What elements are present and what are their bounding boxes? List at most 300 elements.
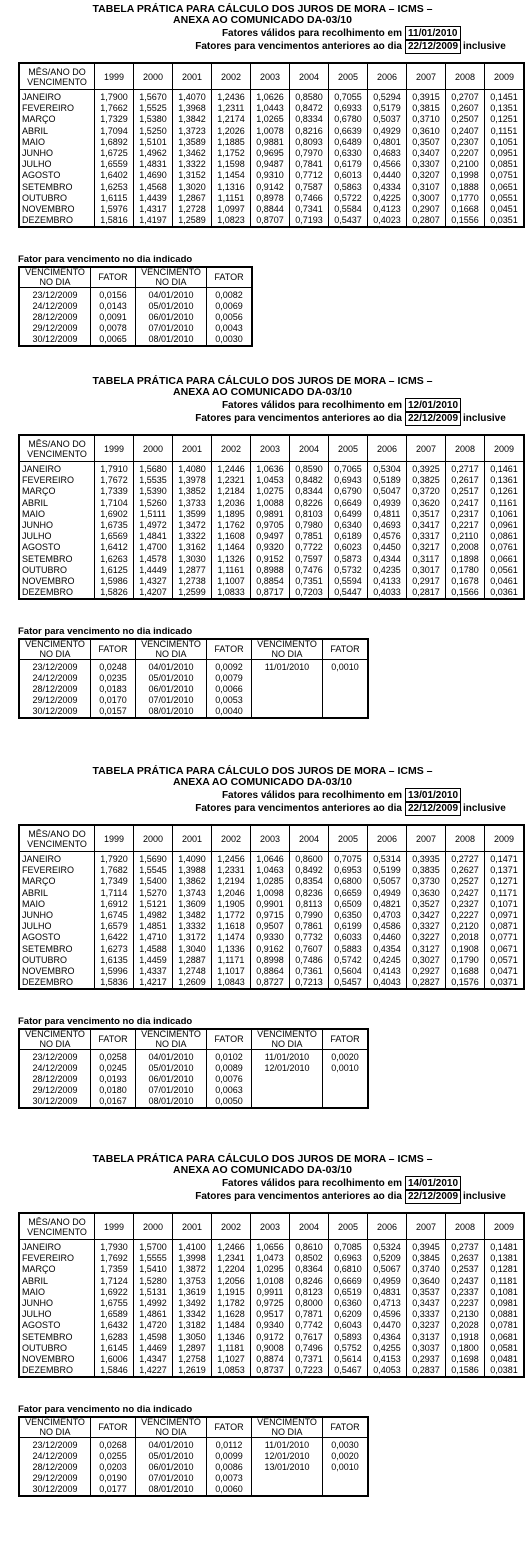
value-cell: 1,5131 — [134, 1287, 173, 1298]
table-row — [19, 103, 524, 114]
value-cell: 1,6745 — [95, 910, 134, 921]
value-cell: 1,2877 — [173, 565, 212, 576]
value-cell: 0,1586 — [446, 1365, 485, 1377]
value-cell: 0,9497 — [251, 531, 290, 542]
due-day-table — [18, 1416, 369, 1497]
due-day-cell: 07/01/2010 — [136, 323, 207, 334]
table-row — [19, 565, 524, 576]
value-cell: 0,3507 — [407, 137, 446, 148]
value-cell: 0,8844 — [251, 204, 290, 215]
value-cell: 1,4070 — [173, 90, 212, 104]
prior-date: 22/12/2009 — [405, 39, 461, 54]
value-cell: 0,1898 — [446, 554, 485, 565]
value-cell: 1,5846 — [95, 1365, 134, 1377]
value-cell: 1,3852 — [173, 486, 212, 497]
header-month-year: MÊS/ANO DO VENCIMENTO — [19, 63, 95, 90]
header-year: 2000 — [134, 63, 173, 90]
value-cell: 0,9517 — [251, 1309, 290, 1320]
section-title: TABELA PRÁTICA PARA CÁLCULO DOS JUROS DE MORA – ICMS – — [92, 1153, 433, 1165]
factor-cell: 0,0091 — [91, 312, 136, 323]
due-day-cell: 24/12/2009 — [19, 301, 91, 312]
value-cell: 0,5873 — [329, 554, 368, 565]
value-cell: 1,0636 — [251, 462, 290, 476]
value-cell: 0,8216 — [290, 126, 329, 137]
month-cell: JUNHO — [19, 1298, 95, 1309]
value-cell: 0,8610 — [290, 1240, 329, 1254]
value-cell: 0,4460 — [368, 932, 407, 943]
value-cell: 0,1668 — [446, 204, 485, 215]
value-cell: 1,1151 — [212, 193, 251, 204]
value-cell: 0,0781 — [485, 1320, 525, 1331]
value-cell: 1,6006 — [95, 1354, 134, 1365]
valid-label: Fatores válidos para recolhimento em — [221, 400, 402, 411]
value-cell: 0,1381 — [485, 1253, 525, 1264]
value-cell: 1,4337 — [134, 966, 173, 977]
table-row — [19, 159, 524, 170]
value-cell: 0,4959 — [368, 1276, 407, 1287]
due-day-cell — [252, 695, 323, 706]
table-row — [19, 170, 524, 181]
value-cell: 0,4023 — [368, 215, 407, 227]
small-table-row — [19, 1473, 368, 1484]
value-cell: 1,6115 — [95, 193, 134, 204]
month-cell: ABRIL — [19, 1276, 95, 1287]
value-cell: 1,7910 — [95, 462, 134, 476]
value-cell: 0,1678 — [446, 576, 485, 587]
month-cell: JULHO — [19, 531, 95, 542]
value-cell: 0,2008 — [446, 542, 485, 553]
table-row — [19, 852, 524, 866]
value-cell: 0,7732 — [290, 932, 329, 943]
value-cell: 0,1790 — [446, 955, 485, 966]
value-cell: 0,3017 — [407, 565, 446, 576]
value-cell: 0,4929 — [368, 126, 407, 137]
value-cell: 0,3317 — [407, 531, 446, 542]
value-cell: 0,1688 — [446, 966, 485, 977]
value-cell: 1,6402 — [95, 170, 134, 181]
value-cell: 0,6780 — [329, 114, 368, 125]
header-year: 2007 — [407, 825, 446, 852]
header-factor: FATOR — [91, 1029, 136, 1050]
value-cell: 0,1998 — [446, 170, 485, 181]
header-due-day: VENCIMENTO NO DIA — [19, 1029, 91, 1050]
factor-cell: 0,0056 — [207, 312, 253, 323]
value-cell: 0,7617 — [290, 1332, 329, 1343]
value-cell: 1,3152 — [173, 170, 212, 181]
value-cell: 0,5893 — [329, 1332, 368, 1343]
value-cell: 0,9172 — [251, 1332, 290, 1343]
value-cell: 1,3020 — [173, 182, 212, 193]
due-day-cell: 12/01/2010 — [252, 1063, 323, 1074]
small-table-title: Fator para vencimento no dia indicado — [18, 1016, 193, 1027]
value-cell: 1,3040 — [173, 944, 212, 955]
header-year: 2002 — [212, 63, 251, 90]
due-day-table — [18, 266, 253, 347]
factor-cell: 0,0020 — [323, 1050, 369, 1064]
value-cell: 1,4439 — [134, 193, 173, 204]
value-cell: 0,7587 — [290, 182, 329, 193]
value-cell: 0,8580 — [290, 90, 329, 104]
value-cell: 0,0871 — [485, 921, 525, 932]
due-day-cell — [252, 1074, 323, 1085]
value-cell: 1,2046 — [212, 888, 251, 899]
value-cell: 1,7692 — [95, 1253, 134, 1264]
value-cell: 0,4693 — [368, 520, 407, 531]
value-cell: 0,8093 — [290, 137, 329, 148]
value-cell: 1,1618 — [212, 921, 251, 932]
value-cell: 0,2507 — [446, 114, 485, 125]
table-row — [19, 509, 524, 520]
due-day-cell: 11/01/2010 — [252, 1438, 323, 1452]
small-table-row — [19, 695, 368, 706]
due-day-cell: 29/12/2009 — [19, 695, 91, 706]
header-year: 2002 — [212, 435, 251, 462]
value-cell: 1,6579 — [95, 921, 134, 932]
value-cell: 1,5380 — [134, 114, 173, 125]
small-table-title: Fator para vencimento no dia indicado — [18, 254, 193, 265]
header-year: 2008 — [446, 63, 485, 90]
value-cell: 1,6145 — [95, 1343, 134, 1354]
value-cell: 1,0443 — [251, 103, 290, 114]
factor-cell: 0,0030 — [207, 334, 253, 346]
value-cell: 1,1007 — [212, 576, 251, 587]
value-cell: 0,1171 — [485, 888, 525, 899]
value-cell: 1,1915 — [212, 1287, 251, 1298]
header-due-day: VENCIMENTO NO DIA — [252, 639, 323, 660]
value-cell: 0,4033 — [368, 587, 407, 599]
value-cell: 1,0098 — [251, 888, 290, 899]
factor-cell: 0,0065 — [91, 334, 136, 346]
factor-cell: 0,0268 — [91, 1438, 136, 1452]
value-cell: 1,4588 — [134, 944, 173, 955]
value-cell: 0,3027 — [407, 955, 446, 966]
value-cell: 1,7900 — [95, 90, 134, 104]
value-cell: 1,0997 — [212, 204, 251, 215]
value-cell: 0,3417 — [407, 520, 446, 531]
value-cell: 0,9340 — [251, 1320, 290, 1331]
value-cell: 0,0881 — [485, 1309, 525, 1320]
header-month-year: MÊS/ANO DO VENCIMENTO — [19, 825, 95, 852]
value-cell: 0,8354 — [290, 876, 329, 887]
value-cell: 0,3207 — [407, 170, 446, 181]
value-cell: 0,8492 — [290, 865, 329, 876]
value-cell: 1,6559 — [95, 159, 134, 170]
due-day-cell: 28/12/2009 — [19, 1462, 91, 1473]
value-cell: 1,0843 — [212, 977, 251, 989]
value-cell: 0,6963 — [329, 1253, 368, 1264]
value-cell: 1,4962 — [134, 148, 173, 159]
month-cell: NOVEMBRO — [19, 204, 95, 215]
header-due-day: VENCIMENTO NO DIA — [252, 1029, 323, 1050]
value-cell: 1,2748 — [173, 966, 212, 977]
value-cell: 1,5826 — [95, 587, 134, 599]
value-cell: 0,1351 — [485, 103, 525, 114]
header-due-day: VENCIMENTO NO DIA — [19, 1417, 91, 1438]
factor-cell: 0,0177 — [91, 1484, 136, 1496]
table-row — [19, 587, 524, 599]
value-cell: 0,7496 — [290, 1343, 329, 1354]
value-cell: 0,2018 — [446, 932, 485, 943]
value-cell: 0,9725 — [251, 1298, 290, 1309]
value-cell: 1,6922 — [95, 1287, 134, 1298]
value-cell: 0,5037 — [368, 114, 407, 125]
inclusive-label: inclusive — [463, 1191, 506, 1202]
value-cell: 0,9142 — [251, 182, 290, 193]
value-cell: 0,2317 — [446, 509, 485, 520]
value-cell: 0,5594 — [329, 576, 368, 587]
table-row — [19, 498, 524, 509]
value-cell: 1,3978 — [173, 475, 212, 486]
factor-cell: 0,0079 — [207, 673, 252, 684]
value-cell: 1,4578 — [134, 554, 173, 565]
header-due-day: VENCIMENTO NO DIA — [19, 639, 91, 660]
value-cell: 0,3945 — [407, 1240, 446, 1254]
value-cell: 0,7466 — [290, 193, 329, 204]
due-day-cell: 23/12/2009 — [19, 1438, 91, 1452]
value-cell: 0,7075 — [329, 852, 368, 866]
table-row — [19, 486, 524, 497]
value-cell: 1,2758 — [173, 1354, 212, 1365]
value-cell: 1,7114 — [95, 888, 134, 899]
value-cell: 1,4327 — [134, 576, 173, 587]
value-cell: 0,8472 — [290, 103, 329, 114]
prior-date: 22/12/2009 — [405, 801, 461, 816]
value-cell: 0,0461 — [485, 576, 525, 587]
value-cell: 1,4598 — [134, 1332, 173, 1343]
small-table-row — [19, 1074, 368, 1085]
value-cell: 0,9330 — [251, 932, 290, 943]
factor-cell: 0,0078 — [91, 323, 136, 334]
value-cell: 0,5199 — [368, 865, 407, 876]
factor-cell: 0,0010 — [323, 1063, 369, 1074]
value-cell: 0,9487 — [251, 159, 290, 170]
value-cell: 1,1017 — [212, 966, 251, 977]
month-cell: DEZEMBRO — [19, 977, 95, 989]
value-cell: 0,4801 — [368, 137, 407, 148]
factor-cell — [323, 695, 369, 706]
value-cell: 1,7672 — [95, 475, 134, 486]
value-cell: 0,7351 — [290, 576, 329, 587]
value-cell: 0,1576 — [446, 977, 485, 989]
header-year: 2009 — [485, 825, 525, 852]
value-cell: 1,4100 — [173, 1240, 212, 1254]
header-factor: FATOR — [323, 1029, 369, 1050]
value-cell: 1,4992 — [134, 1298, 173, 1309]
value-cell: 0,3730 — [407, 876, 446, 887]
value-cell: 0,2717 — [446, 462, 485, 476]
value-cell: 1,1336 — [212, 944, 251, 955]
factor-cell: 0,0143 — [91, 301, 136, 312]
value-cell: 0,6489 — [329, 137, 368, 148]
section-subtitle: ANEXA AO COMUNICADO DA-03/10 — [173, 776, 352, 788]
value-cell: 0,4143 — [368, 966, 407, 977]
value-cell: 0,8998 — [251, 955, 290, 966]
value-cell: 0,0371 — [485, 977, 525, 989]
small-header-row — [19, 639, 368, 660]
value-cell: 0,8103 — [290, 509, 329, 520]
value-cell: 1,2056 — [212, 1276, 251, 1287]
value-cell: 1,2466 — [212, 1240, 251, 1254]
value-cell: 0,4450 — [368, 542, 407, 553]
due-day-cell: 04/01/2010 — [136, 660, 207, 674]
value-cell: 1,0295 — [251, 1264, 290, 1275]
month-cell: AGOSTO — [19, 542, 95, 553]
header-factor: FATOR — [323, 639, 369, 660]
small-header-row — [19, 267, 252, 288]
table-row — [19, 1354, 524, 1365]
value-cell: 1,1326 — [212, 554, 251, 565]
value-cell: 0,5314 — [368, 852, 407, 866]
value-cell: 1,4090 — [173, 852, 212, 866]
value-cell: 0,4949 — [368, 888, 407, 899]
month-cell: FEVEREIRO — [19, 1253, 95, 1264]
value-cell: 0,3710 — [407, 114, 446, 125]
due-day-cell: 12/01/2010 — [252, 1451, 323, 1462]
small-table-row — [19, 1451, 368, 1462]
value-cell: 0,2937 — [407, 1354, 446, 1365]
value-cell: 1,7094 — [95, 126, 134, 137]
value-cell: 0,2807 — [407, 215, 446, 227]
value-cell: 0,2307 — [446, 137, 485, 148]
value-cell: 0,3127 — [407, 944, 446, 955]
factor-cell: 0,0030 — [323, 1438, 369, 1452]
section-subtitle: ANEXA AO COMUNICADO DA-03/10 — [173, 14, 352, 26]
factor-cell: 0,0183 — [91, 684, 136, 695]
month-cell: OUTUBRO — [19, 193, 95, 204]
header-factor: FATOR — [91, 1417, 136, 1438]
value-cell: 0,3007 — [407, 193, 446, 204]
due-day-cell: 23/12/2009 — [19, 1050, 91, 1064]
value-cell: 1,4449 — [134, 565, 173, 576]
value-cell: 1,2036 — [212, 498, 251, 509]
month-cell: SETEMBRO — [19, 554, 95, 565]
value-cell: 0,7871 — [290, 1309, 329, 1320]
value-cell: 0,2427 — [446, 888, 485, 899]
value-cell: 1,4469 — [134, 1343, 173, 1354]
header-year: 2002 — [212, 825, 251, 852]
value-cell: 0,6810 — [329, 1264, 368, 1275]
value-cell: 0,0661 — [485, 554, 525, 565]
table-row — [19, 462, 524, 476]
valid-label: Fatores válidos para recolhimento em — [221, 790, 402, 801]
value-cell: 0,9901 — [251, 899, 290, 910]
value-cell: 0,5722 — [329, 193, 368, 204]
value-cell: 1,0453 — [251, 475, 290, 486]
value-cell: 1,3172 — [173, 932, 212, 943]
header-due-day: VENCIMENTO NO DIA — [252, 1417, 323, 1438]
value-cell: 0,1908 — [446, 944, 485, 955]
value-cell: 0,4245 — [368, 955, 407, 966]
value-cell: 1,5121 — [134, 899, 173, 910]
header-year: 2001 — [173, 435, 212, 462]
value-cell: 1,3599 — [173, 509, 212, 520]
value-cell: 0,8236 — [290, 888, 329, 899]
value-cell: 1,3998 — [173, 1253, 212, 1264]
table-row — [19, 1309, 524, 1320]
value-cell: 1,3723 — [173, 126, 212, 137]
factor-cell: 0,0170 — [91, 695, 136, 706]
header-year: 2006 — [368, 63, 407, 90]
factor-cell: 0,0010 — [323, 660, 369, 674]
value-cell: 0,1371 — [485, 865, 525, 876]
value-cell: 0,2110 — [446, 531, 485, 542]
prior-date: 22/12/2009 — [405, 411, 461, 426]
value-cell: 0,2130 — [446, 1309, 485, 1320]
value-cell: 1,7682 — [95, 865, 134, 876]
value-cell: 0,0381 — [485, 1365, 525, 1377]
value-cell: 1,1346 — [212, 1332, 251, 1343]
value-cell: 0,3815 — [407, 103, 446, 114]
value-cell: 1,3862 — [173, 876, 212, 887]
value-cell: 0,7486 — [290, 955, 329, 966]
value-cell: 1,6569 — [95, 531, 134, 542]
month-cell: ABRIL — [19, 888, 95, 899]
value-cell: 0,5447 — [329, 587, 368, 599]
factor-cell — [323, 673, 369, 684]
value-cell: 0,4334 — [368, 182, 407, 193]
value-cell: 0,2100 — [446, 159, 485, 170]
header-year: 2005 — [329, 825, 368, 852]
header-due-day: VENCIMENTO NO DIA — [136, 639, 207, 660]
due-day-cell: 30/12/2009 — [19, 706, 91, 718]
value-cell: 1,7662 — [95, 103, 134, 114]
value-cell: 0,4364 — [368, 1332, 407, 1343]
due-day-cell — [252, 1473, 323, 1484]
value-cell: 0,3327 — [407, 921, 446, 932]
due-day-cell: 24/12/2009 — [19, 673, 91, 684]
factor-cell — [323, 1085, 369, 1096]
value-cell: 1,7920 — [95, 852, 134, 866]
header-year: 2008 — [446, 825, 485, 852]
value-cell: 1,7104 — [95, 498, 134, 509]
header-year: 2000 — [134, 1213, 173, 1240]
month-cell: MAIO — [19, 137, 95, 148]
value-cell: 0,1471 — [485, 852, 525, 866]
header-factor: FATOR — [207, 639, 252, 660]
value-cell: 0,4586 — [368, 921, 407, 932]
value-cell: 1,5836 — [95, 977, 134, 989]
factor-cell: 0,0076 — [207, 1074, 252, 1085]
header-year: 2000 — [134, 825, 173, 852]
factor-cell: 0,0235 — [91, 673, 136, 684]
value-cell: 0,2527 — [446, 876, 485, 887]
due-day-cell: 06/01/2010 — [136, 312, 207, 323]
value-cell: 0,3925 — [407, 462, 446, 476]
value-cell: 1,1316 — [212, 182, 251, 193]
value-cell: 0,1071 — [485, 899, 525, 910]
header-year: 1999 — [95, 435, 134, 462]
value-cell: 0,0651 — [485, 182, 525, 193]
value-cell: 0,3620 — [407, 498, 446, 509]
value-cell: 1,2446 — [212, 462, 251, 476]
value-cell: 0,0551 — [485, 193, 525, 204]
factor-cell: 0,0203 — [91, 1462, 136, 1473]
value-cell: 0,9310 — [251, 170, 290, 181]
header-factor: FATOR — [207, 267, 253, 288]
value-cell: 1,2456 — [212, 852, 251, 866]
value-cell: 0,1770 — [446, 193, 485, 204]
table-section — [0, 1150, 525, 1520]
value-cell: 0,3117 — [407, 554, 446, 565]
value-cell: 0,1800 — [446, 1343, 485, 1354]
value-cell: 0,0981 — [485, 1298, 525, 1309]
value-cell: 1,5700 — [134, 1240, 173, 1254]
header-year: 2003 — [251, 1213, 290, 1240]
factor-cell — [323, 1096, 369, 1108]
value-cell: 0,5457 — [329, 977, 368, 989]
value-cell: 0,4811 — [368, 509, 407, 520]
value-cell: 1,5111 — [134, 509, 173, 520]
